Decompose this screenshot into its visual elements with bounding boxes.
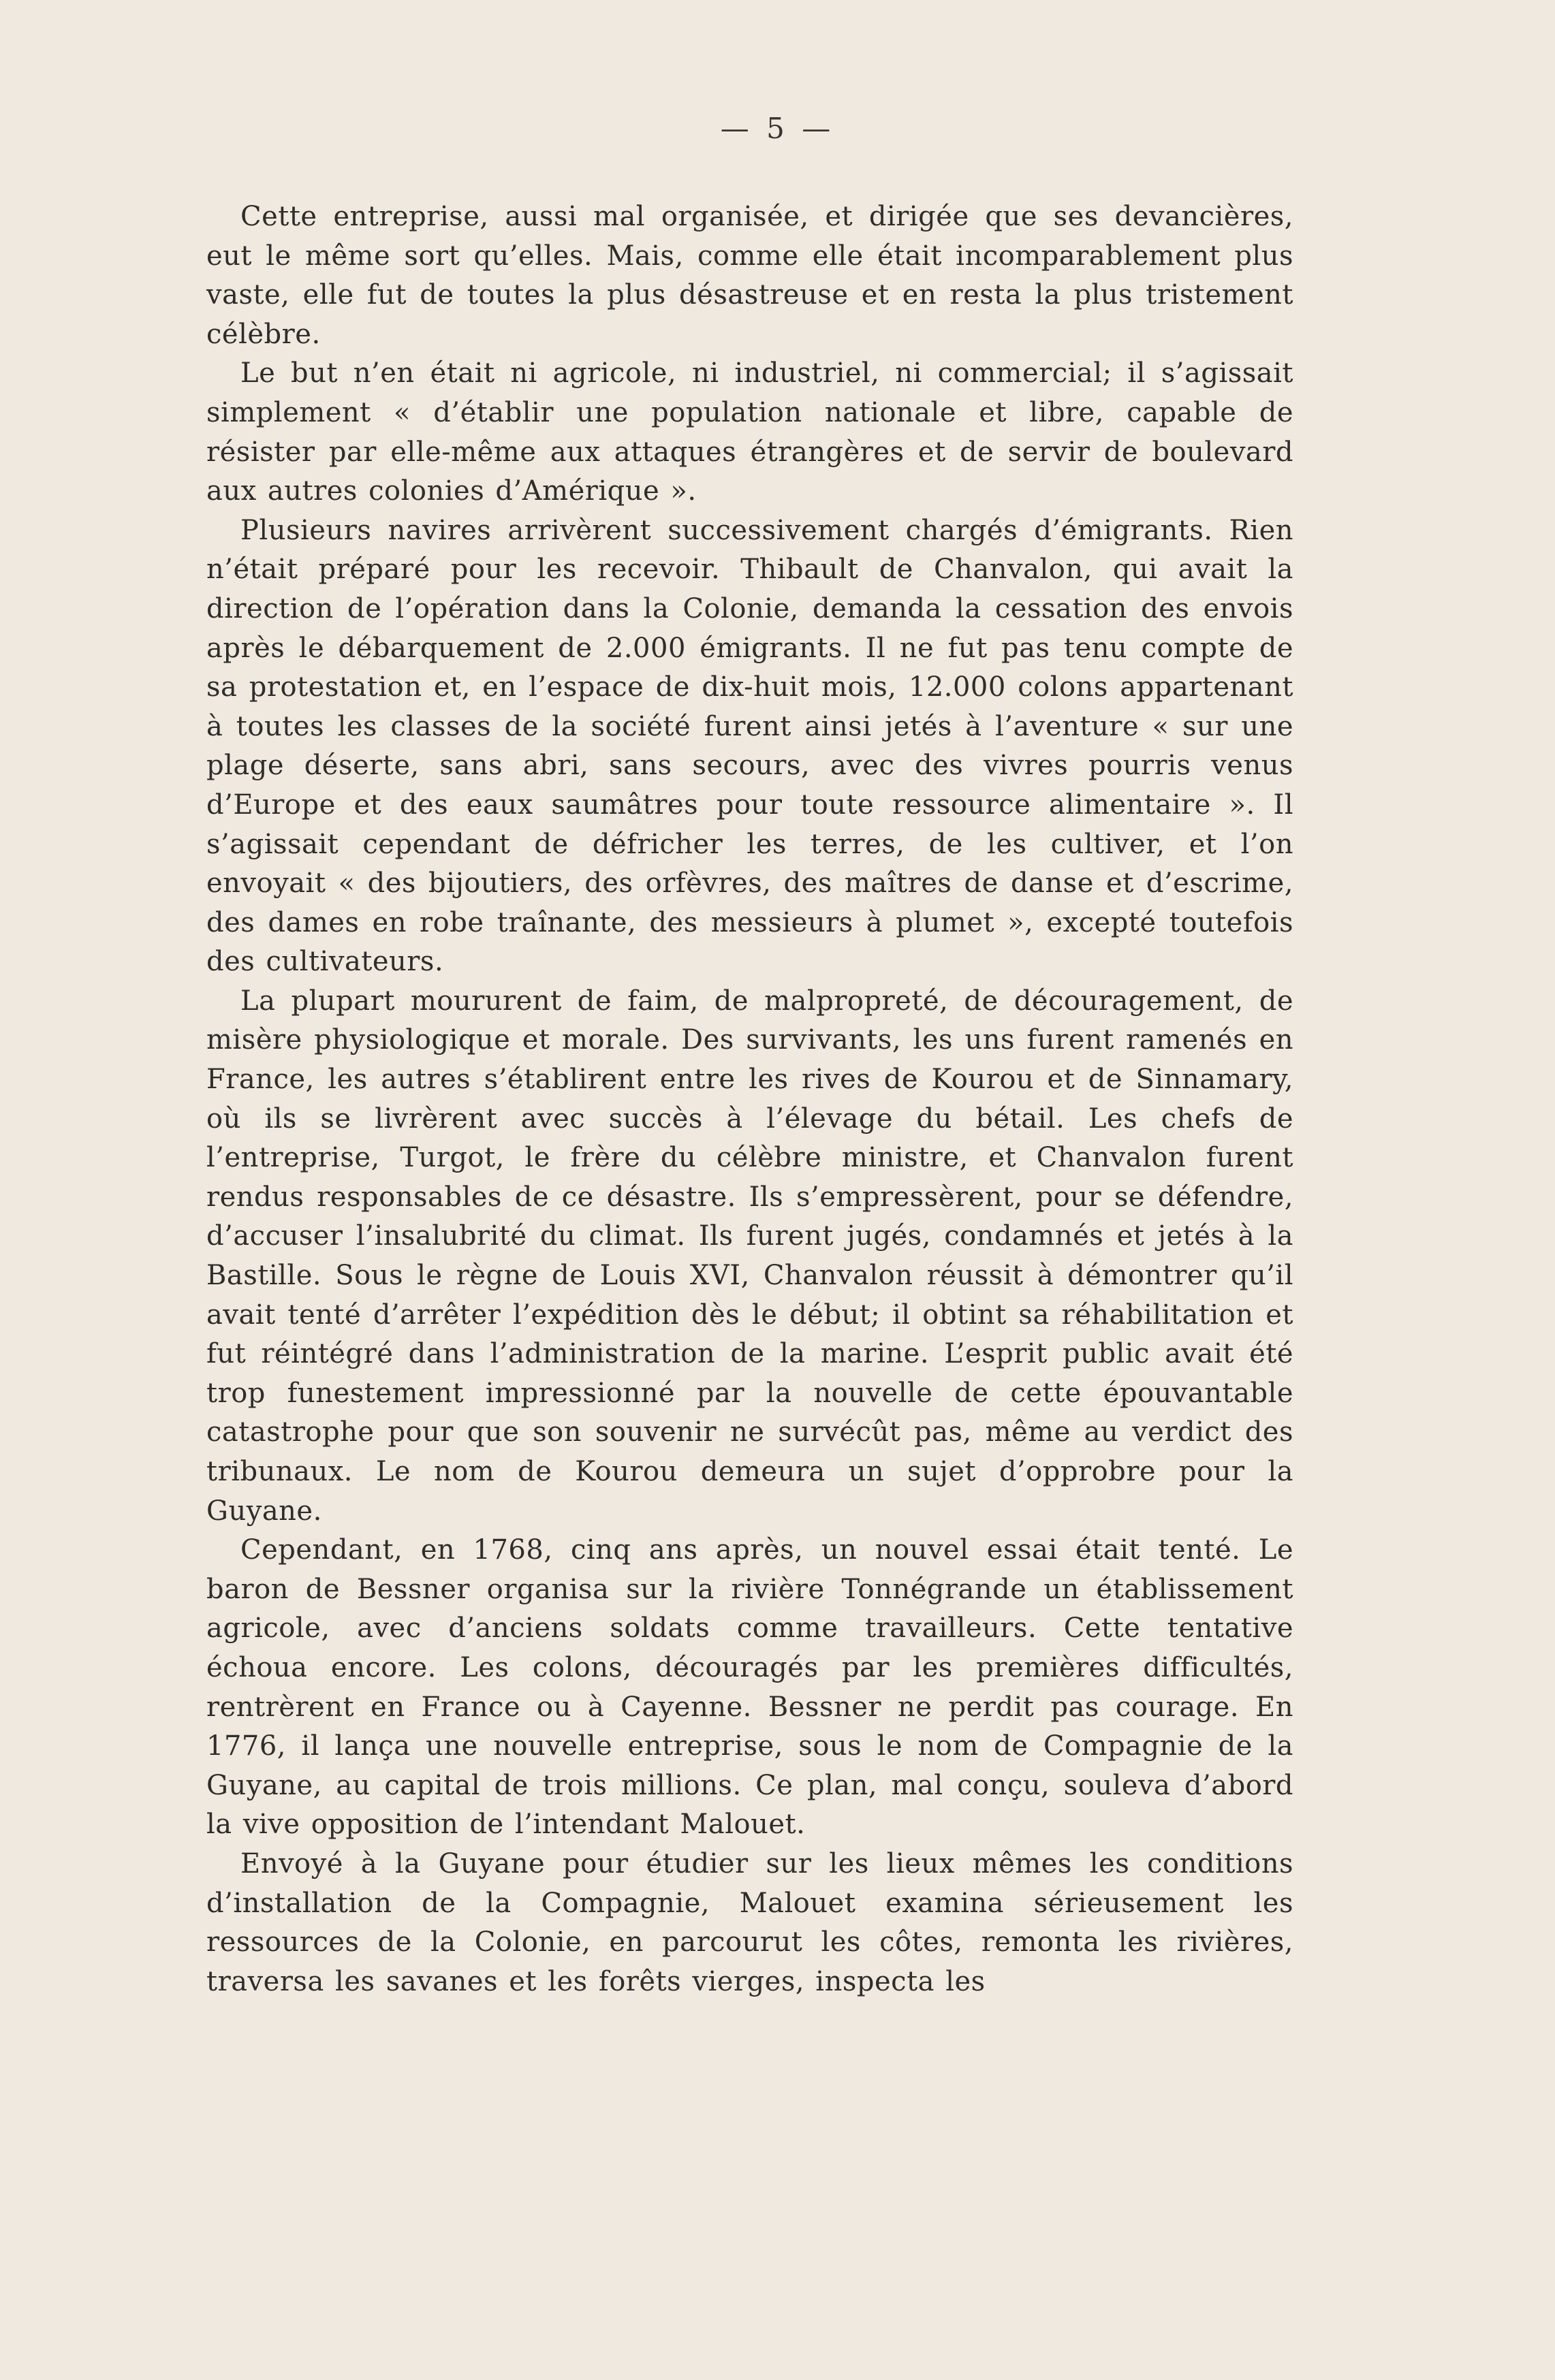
paragraph-3: Plusieurs navires arrivèrent successivement chargés d’émigrants. Rien n’était préparé pour les recevoir. Thibault de Chanvalon, qui avait la direction de l’opération dans la Colonie, demanda la cessation des envois après le débarquement de 2.000 émigrants. Il ne fut pas tenu compte de sa protestation et, en l’espace de dix-huit mois, 12.000 colons appartenant à toutes les classes de la société furent ainsi jetés à l’aventure « sur une plage déserte, sans abri, sans secours, avec des vivres pourris venus d’Europe et des eaux saumâtres pour toute ressource alimentaire ». Il s’agissait cependant de défricher les terres, de les cultiver, et l’on envoyait « des bijoutiers, des orfèvres, des maîtres de danse et d’escrime, des dames en robe traînante, des messieurs à plumet », excepté toutefois des cultivateurs.	[206, 514, 1293, 978]
paragraph-2: Le but n’en était ni agricole, ni industriel, ni commercial; il s’agissait simplement « d’établir une population nationale et libre, capable de résister par elle-même aux attaques étrangères et de servir de boulevard aux autres colonies d’Amérique ».	[206, 358, 1293, 507]
paragraph-6: Envoyé à la Guyane pour étudier sur les lieux mêmes les conditions d’installation de la Compagnie, Malouet examina sérieusement les ressources de la Colonie, en parcourut les côtes, remonta les rivières, traversa les savanes et les forêts vierges, inspecta les	[206, 1847, 1293, 1997]
paragraph-4: La plupart moururent de faim, de malpropreté, de découragement, de misère physiologique et morale. Des survivants, les uns furent ramenés en France, les autres s’établirent entre les rives de Kourou et de Sinnamary, où ils se livrèrent avec succès à l’élevage du bétail. Les chefs de l’entreprise, Turgot, le frère du célèbre ministre, et Chanvalon furent rendus responsables de ce désastre. Ils s’empressèrent, pour se défendre, d’accuser l’insalubrité du climat. Ils furent jugés, condamnés et jetés à la Bastille. Sous le règne de Louis XVI, Chanvalon réussit à démontrer qu’il avait tenté d’arrêter l’expédition dès le début; il obtint sa réhabilitation et fut réintégré dans l’administration de la marine. L’esprit public avait été trop funestement impressionné par la nouvelle de cette épouvantable catastrophe pour que son souvenir ne survécût pas, même au verdict des tribunaux. Le nom de Kourou demeura un sujet d’opprobre pour la Guyane.	[206, 985, 1293, 1527]
paragraph-5: Cependant, en 1768, cinq ans après, un nouvel essai était tenté. Le baron de Bessner organisa sur la rivière Tonnégrande un établissement agricole, avec d’anciens soldats comme travailleurs. Cette tentative échoua encore. Les colons, découragés par les premières difficultés, rentrèrent en France ou à Cayenne. Bessner ne perdit pas courage. En 1776, il lança une nouvelle entreprise, sous le nom de Compagnie de la Guyane, au capital de trois millions. Ce plan, mal conçu, souleva d’abord la vive opposition de l’intendant Malouet.	[206, 1534, 1293, 1841]
body-text	[206, 197, 1293, 2001]
paragraph-1: Cette entreprise, aussi mal organisée, et dirigée que ses devancières, eut le même sort qu’elles. Mais, comme elle était incomparablement plus vaste, elle fut de toutes la plus désastreuse et en resta la plus tristement célèbre.	[206, 201, 1293, 350]
page-number: — 5 —	[720, 112, 835, 145]
